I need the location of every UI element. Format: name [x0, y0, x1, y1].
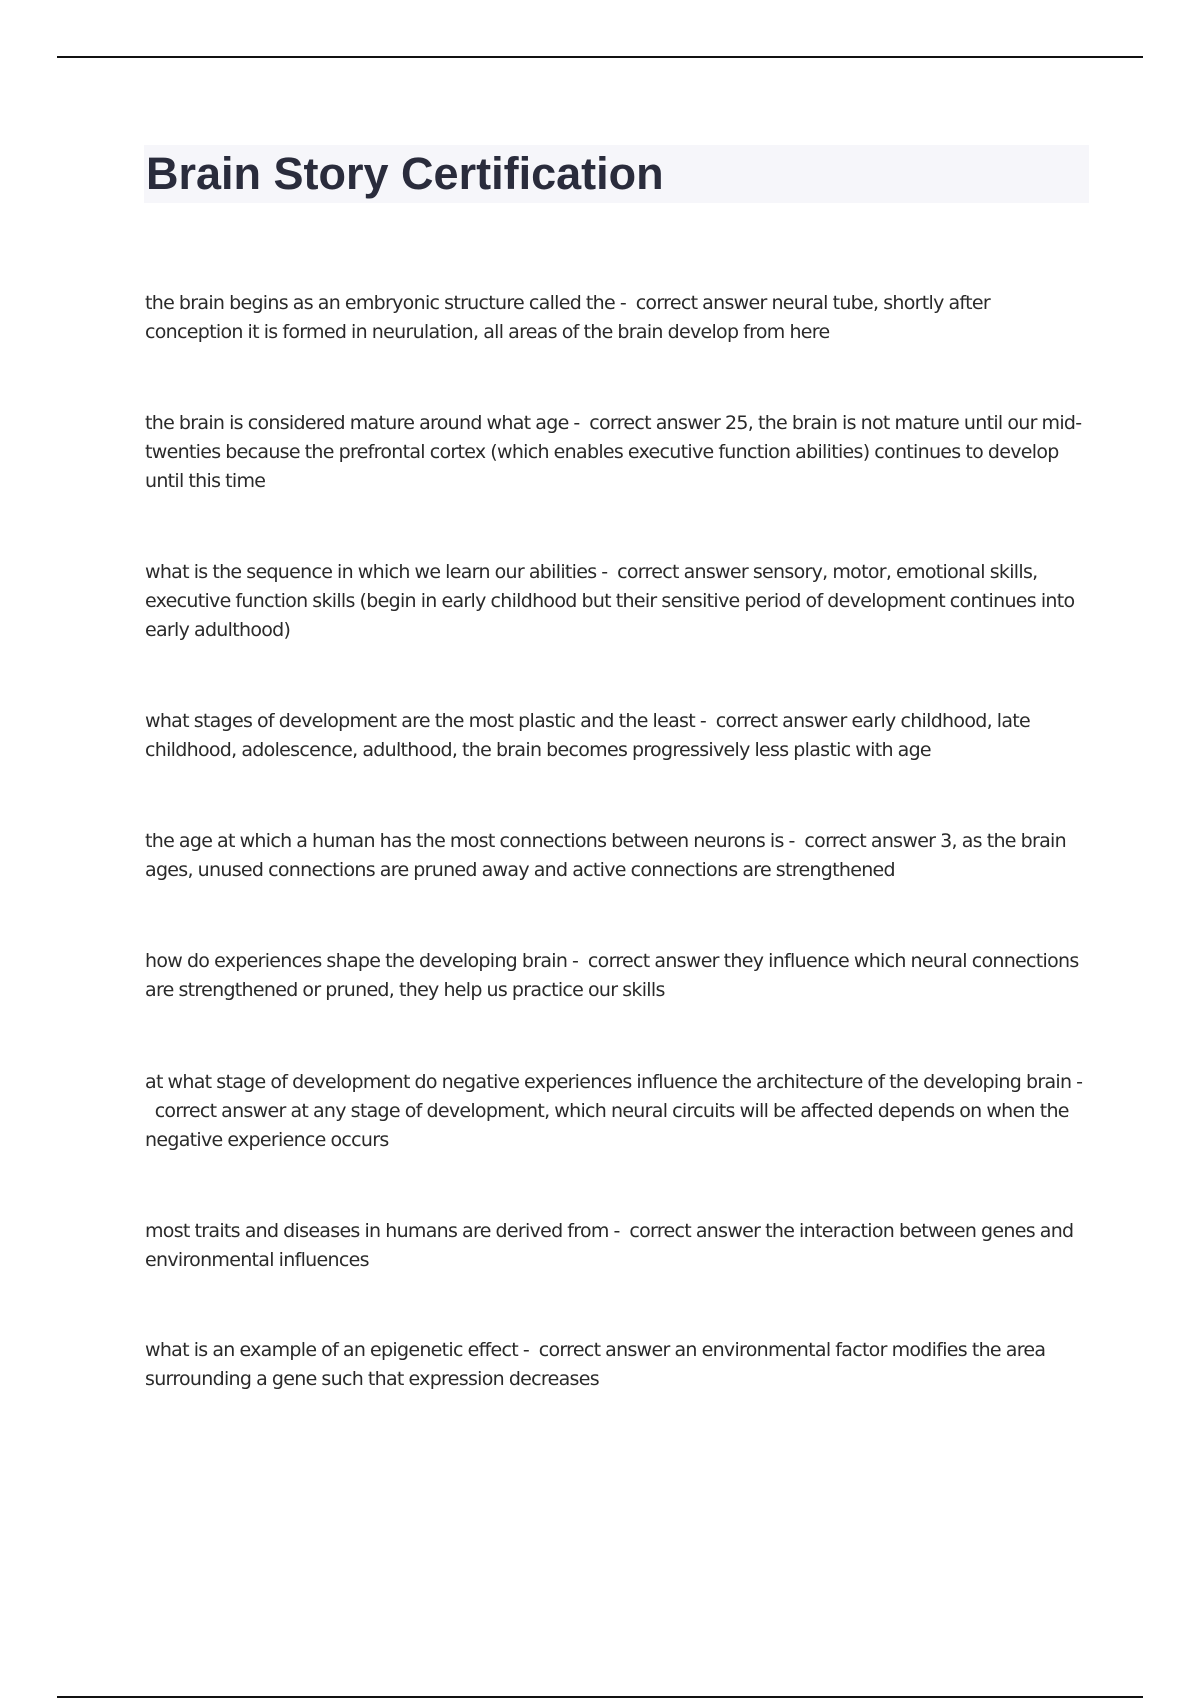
question-text: what stages of development are the most plastic and the least -	[145, 710, 706, 732]
qa-item-6	[145, 947, 1090, 1005]
question-text: most traits and diseases in humans are derived from -	[145, 1220, 620, 1242]
question-text: what is the sequence in which we learn our abilities -	[145, 561, 608, 583]
answer-text: sensory, motor, emotional skills, executive function skills (begin in early childhood but their sensitive period of development continues into early adulthood)	[145, 561, 1075, 641]
answer-text: the interaction between genes and environmental influences	[145, 1220, 1074, 1271]
question-text: at what stage of development do negative experiences influence the architecture of the developing brain -	[145, 1071, 1083, 1093]
answer-prefix: correct answer	[589, 412, 721, 434]
bottom-rule	[57, 1696, 1143, 1698]
answer-prefix: correct answer	[617, 561, 749, 583]
qa-item-7	[145, 1068, 1090, 1155]
answer-text: neural tube, shortly after conception it is formed in neurulation, all areas of the brain develop from here	[145, 292, 990, 343]
top-rule	[57, 56, 1143, 58]
qa-item-5	[145, 827, 1090, 885]
qa-item-9	[145, 1336, 1090, 1394]
question-text: the age at which a human has the most connections between neurons is -	[145, 830, 795, 852]
qa-item-4	[145, 707, 1090, 765]
document-title: Brain Story Certification	[146, 148, 664, 199]
qa-item-8	[145, 1217, 1090, 1275]
qa-item-3	[145, 558, 1090, 645]
answer-prefix: correct answer	[635, 292, 767, 314]
answer-text: at any stage of development, which neural circuits will be affected depends on when the negative experience occurs	[145, 1100, 1069, 1151]
question-text: the brain is considered mature around what age -	[145, 412, 580, 434]
answer-prefix: correct answer	[629, 1220, 761, 1242]
qa-item-2	[145, 409, 1090, 496]
question-text: what is an example of an epigenetic effect -	[145, 1339, 530, 1361]
answer-prefix: correct answer	[587, 950, 719, 972]
question-text: how do experiences shape the developing brain -	[145, 950, 579, 972]
title-banner	[144, 145, 1089, 203]
answer-prefix: correct answer	[804, 830, 936, 852]
answer-text: 25, the brain is not mature until our mid-twenties because the prefrontal cortex (which enables executive function abilities) continues to develop until this time	[145, 412, 1082, 492]
answer-text: 3, as the brain ages, unused connections are pruned away and active connections are strengthened	[145, 830, 1066, 881]
answer-prefix: correct answer	[715, 710, 847, 732]
qa-item-1	[145, 289, 1090, 347]
answer-text: early childhood, late childhood, adolescence, adulthood, the brain becomes progressively less plastic with age	[145, 710, 1031, 761]
answer-prefix: correct answer	[154, 1100, 286, 1122]
answer-prefix: correct answer	[538, 1339, 670, 1361]
question-text: the brain begins as an embryonic structure called the -	[145, 292, 626, 314]
answer-text: an environmental factor modifies the area surrounding a gene such that expression decreases	[145, 1339, 1046, 1390]
answer-text: they influence which neural connections are strengthened or pruned, they help us practice our skills	[145, 950, 1079, 1001]
